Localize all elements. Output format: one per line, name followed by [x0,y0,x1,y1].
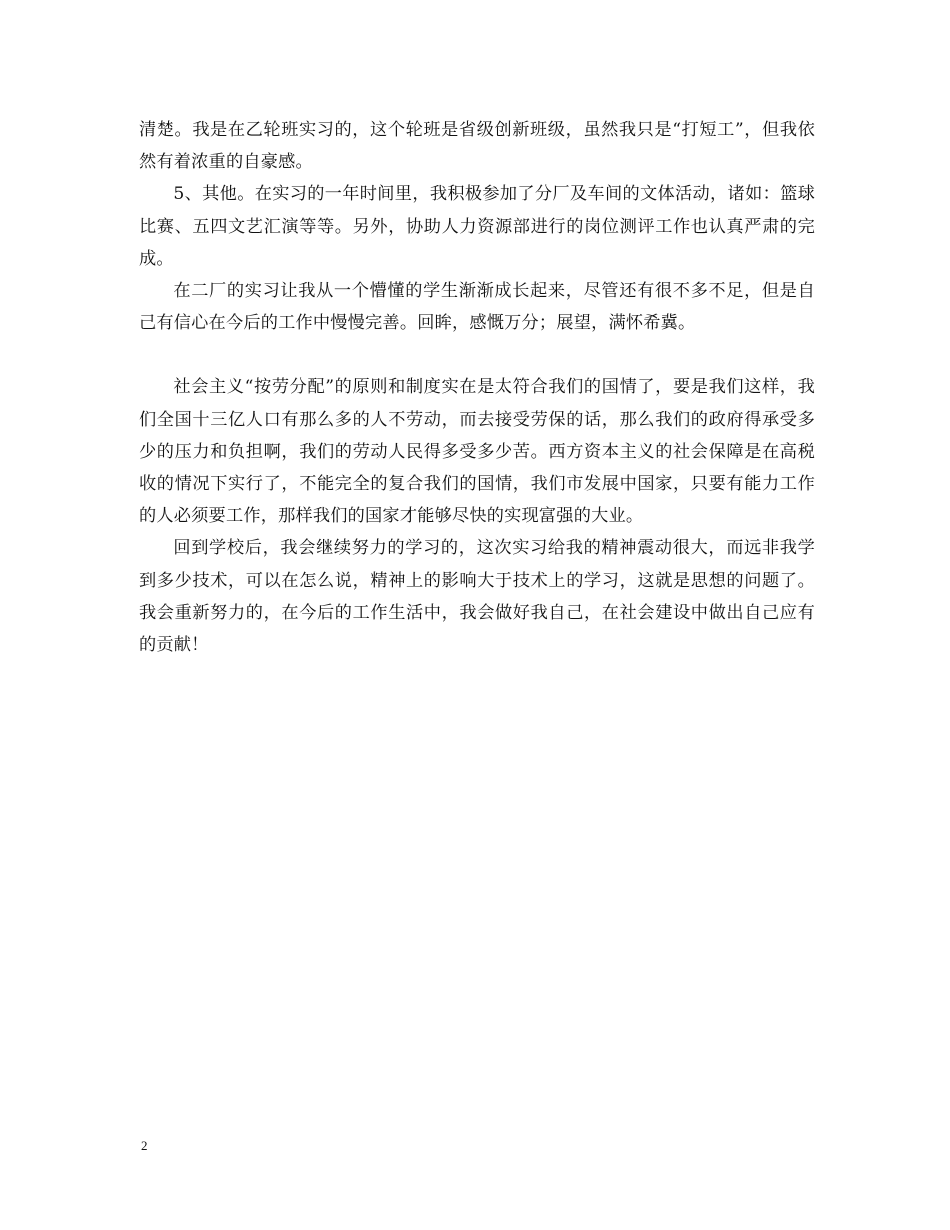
paragraph-gap [139,339,815,371]
document-body [139,114,815,661]
page-number: 2 [141,1138,148,1153]
paragraph-other-activities: 5、其他。在实习的一年时间里，我积极参加了分厂及车间的文体活动，诸如：篮球比赛、五四文艺汇演等等。另外，协助人力资源部进行的岗位测评工作也认真严肃的完成。 [139,184,815,269]
paragraph-distribution-principle: 社会主义“按劳分配”的原则和制度实在是太符合我们的国情了，要是我们这样，我们全国十三亿人口有那么多的人不劳动，而去接受劳保的话，那么我们的政府得承受多少的压力和负担啊，我们的劳动人民得多受多少苦。西方资本主义的社会保障是在高税收的情况下实行了，不能完全的复合我们的国情，我们市发展中国家，只要有能力工作的人必须要工作，那样我们的国家才能够尽快的实现富强的大业。 [139,377,815,527]
paragraph-continuation: 清楚。我是在乙轮班实习的，这个轮班是省级创新班级，虽然我只是“打短工”，但我依然有着浓重的自豪感。 [139,120,815,173]
paragraph-growth-summary: 在二厂的实习让我从一个懵懂的学生渐渐成长起来，尽管还有很不多不足，但是自己有信心在今后的工作中慢慢完善。回眸，感慨万分；展望，满怀希冀。 [139,281,815,334]
paragraph-conclusion: 回到学校后，我会继续努力的学习的，这次实习给我的精神震动很大，而远非我学到多少技术，可以在怎么说，精神上的影响大于技术上的学习，这就是思想的问题了。我会重新努力的，在今后的工作生活中，我会做好我自己，在社会建设中做出自己应有的贡献！ [139,538,815,656]
